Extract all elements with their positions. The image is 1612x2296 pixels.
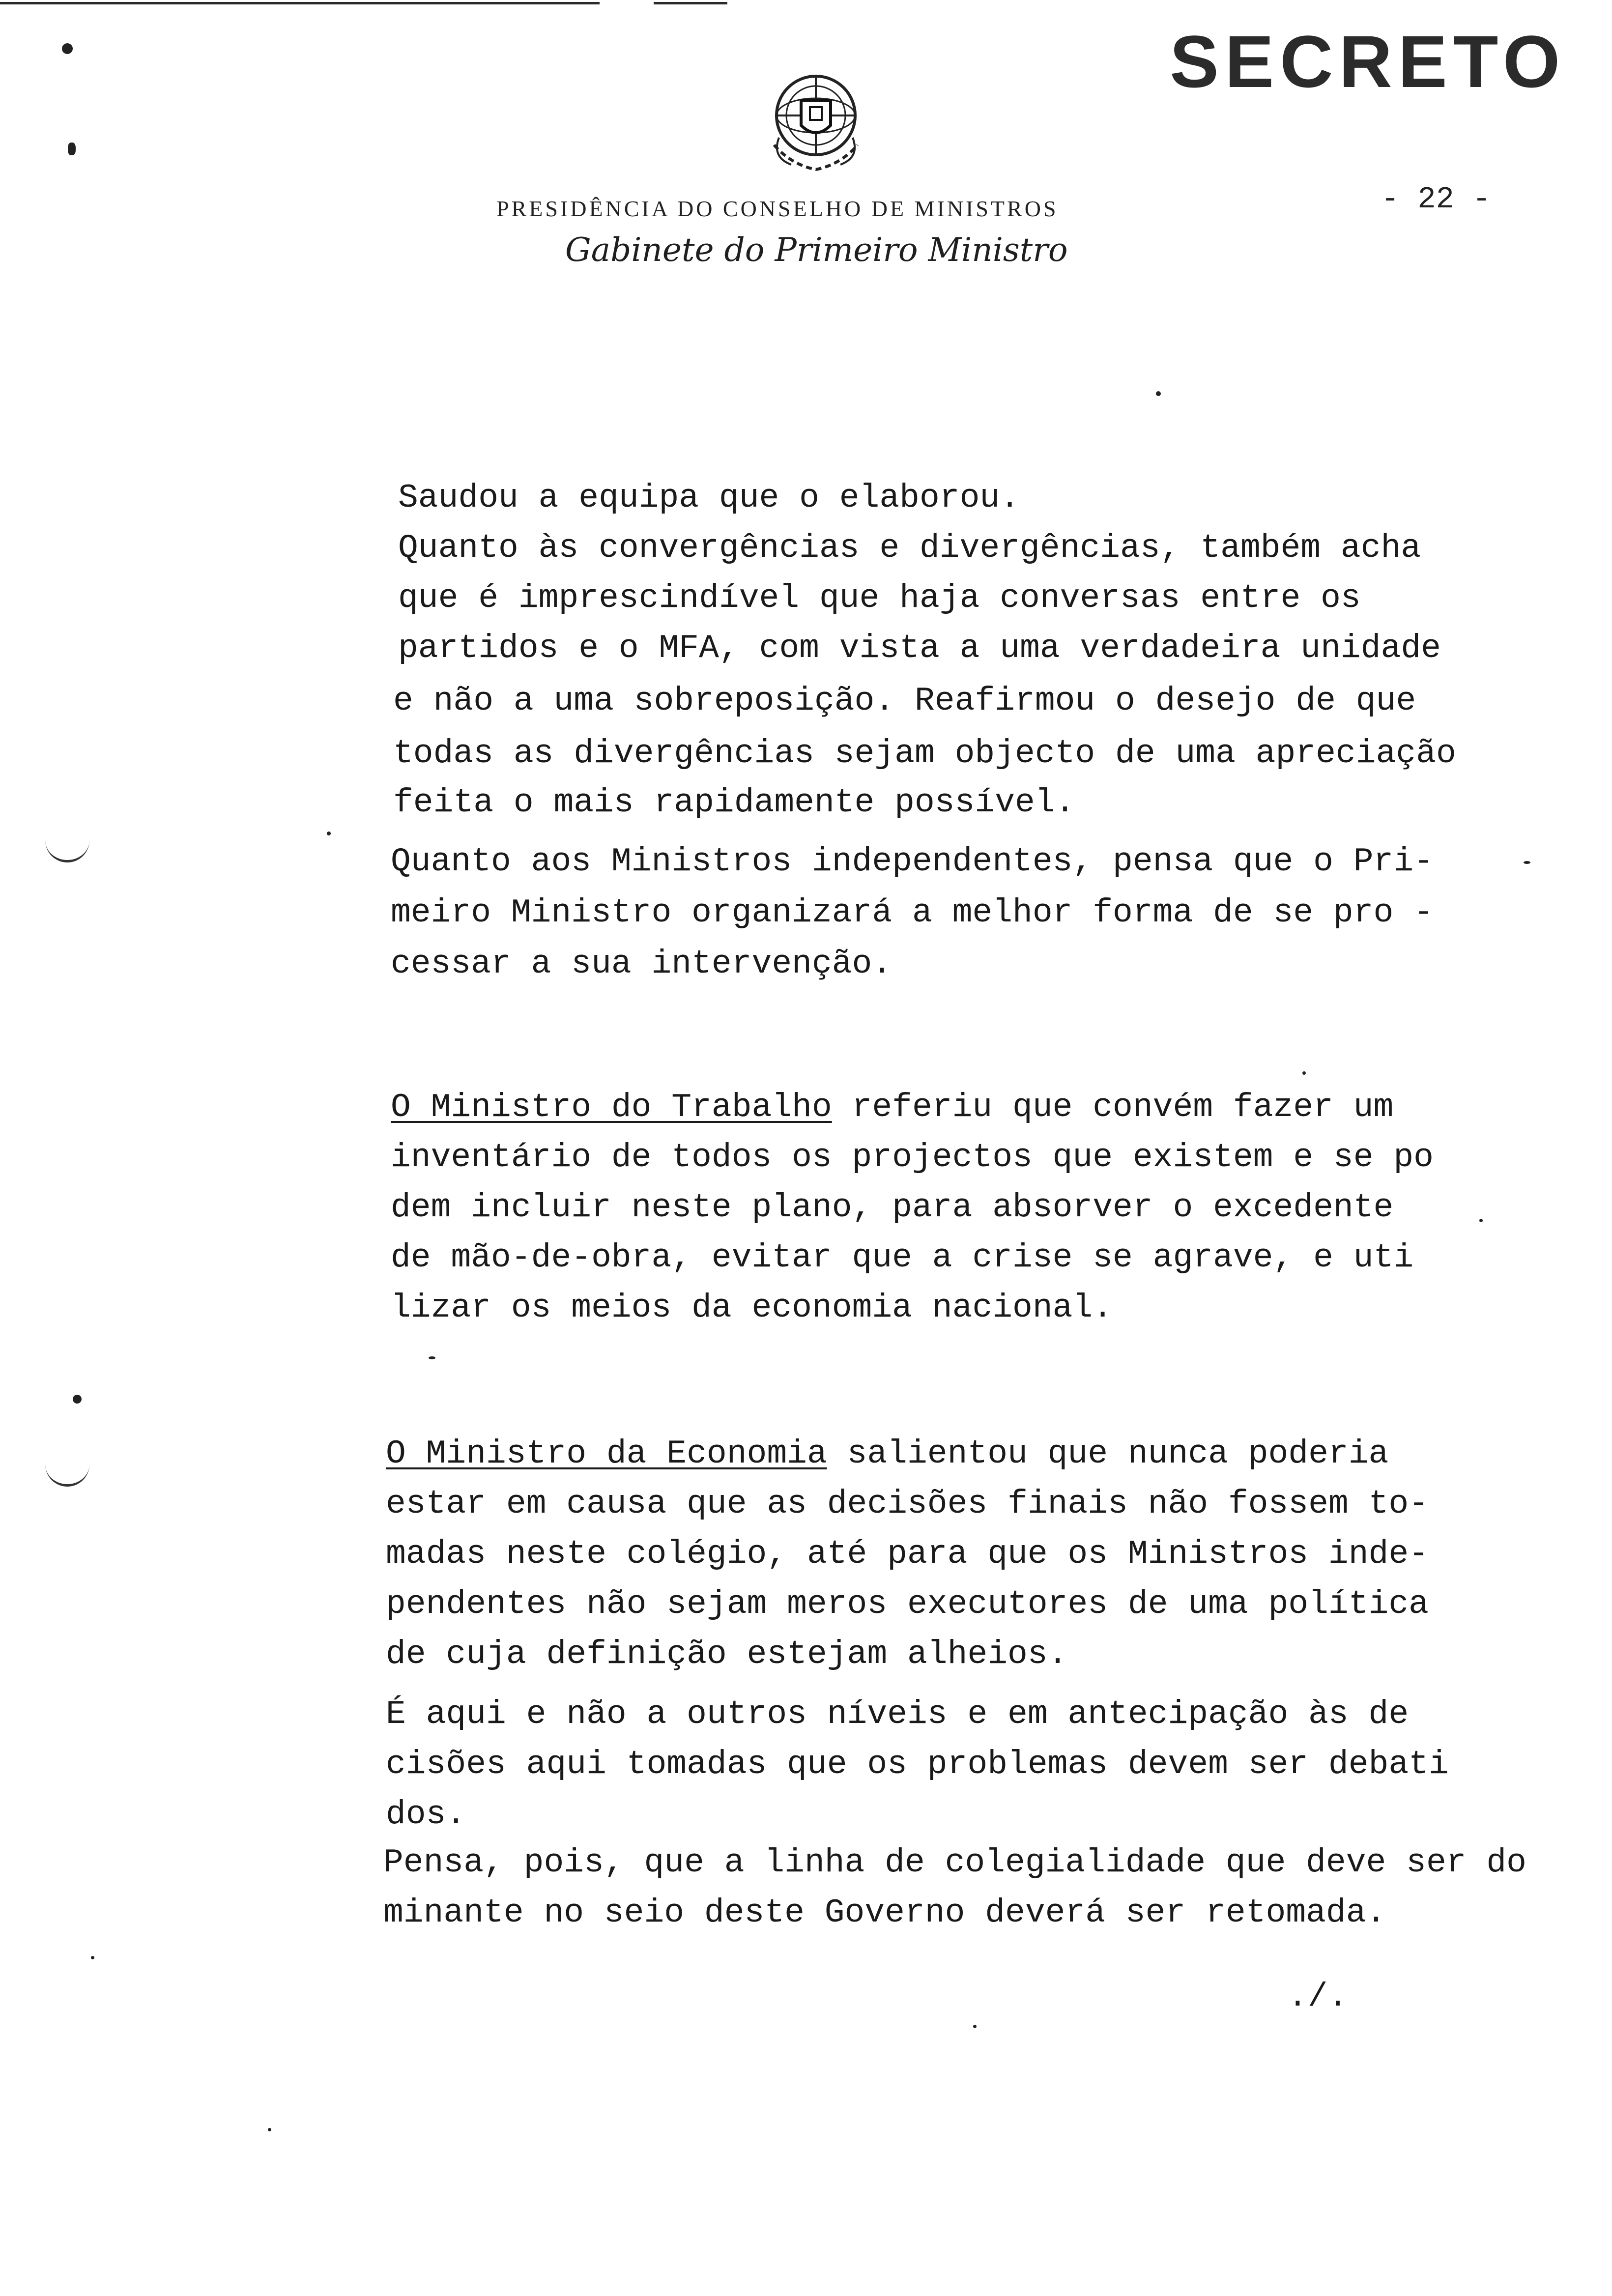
text-line: inventário de todos os projectos que existem e se po (391, 1139, 1434, 1177)
text-line (386, 1437, 1388, 1471)
text-segment: referiu que convém fazer um (832, 1089, 1394, 1126)
top-rule-line (0, 2, 600, 4)
text-line: dem incluir neste plano, para absorver o excedente (391, 1189, 1394, 1227)
margin-speck (62, 43, 73, 54)
text-line: lizar os meios da economia nacional. (391, 1289, 1113, 1327)
margin-speck (327, 832, 331, 835)
text-line: madas neste colégio, até para que os Ministros inde- (386, 1535, 1429, 1573)
text-line: estar em causa que as decisões finais não fossem to- (386, 1485, 1429, 1523)
text-line: e não a uma sobreposição. Reafirmou o desejo de que (393, 682, 1416, 720)
speaker-economy-minister: O Ministro da Economia (386, 1435, 827, 1473)
margin-speck (91, 1956, 94, 1959)
text-line: Pensa, pois, que a linha de colegialidade que deve ser do (383, 1844, 1526, 1882)
margin-speck (1524, 861, 1530, 864)
text-line: feita o mais rapidamente possível. (393, 784, 1075, 822)
text-segment: salientou que nunca poderia (827, 1435, 1389, 1473)
text-line: meiro Ministro organizará a melhor forma de se pro - (391, 894, 1434, 932)
text-line: Saudou a equipa que o elaborou. (398, 479, 1020, 517)
page-number: - 22 - (1381, 182, 1491, 217)
text-line: de mão-de-obra, evitar que a crise se agrave, e uti (391, 1239, 1414, 1277)
text-line: que é imprescindível que haja conversas entre os (398, 579, 1361, 617)
text-line: de cuja definição estejam alheios. (386, 1636, 1068, 1673)
text-line (391, 1091, 1393, 1124)
top-rule-line (654, 2, 727, 4)
text-line: dos. (386, 1796, 466, 1834)
margin-speck (1156, 391, 1161, 396)
text-line: cessar a sua intervenção. (391, 945, 892, 983)
continuation-mark: ./. (1288, 1978, 1348, 2016)
office-title: PRESIDÊNCIA DO CONSELHO DE MINISTROS (496, 196, 1059, 221)
margin-speck (73, 1395, 82, 1404)
secret-stamp: SECRETO (1170, 20, 1566, 103)
margin-speck (268, 2128, 271, 2131)
margin-curve-mark (45, 840, 89, 862)
text-line: pendentes não sejam meros executores de uma política (386, 1585, 1429, 1623)
margin-curve-mark (45, 1464, 89, 1487)
text-line: minante no seio deste Governo deverá ser retomada. (383, 1894, 1386, 1932)
margin-speck (429, 1356, 435, 1359)
text-line: Quanto aos Ministros independentes, pensa que o Pri- (391, 843, 1434, 881)
text-line: todas as divergências sejam objecto de uma apreciação (393, 735, 1456, 773)
office-subtitle: Gabinete do Primeiro Ministro (565, 231, 1068, 269)
margin-speck (1479, 1219, 1483, 1222)
coat-of-arms-emblem-icon (752, 59, 880, 187)
margin-speck (1302, 1071, 1306, 1075)
text-line: partidos e o MFA, com vista a uma verdadeira unidade (398, 630, 1441, 667)
margin-speck (973, 2025, 977, 2028)
text-line: É aqui e não a outros níveis e em antecipação às de (386, 1695, 1409, 1733)
margin-speck (68, 143, 76, 155)
speaker-labor-minister: O Ministro do Trabalho (391, 1089, 832, 1126)
text-line: Quanto às convergências e divergências, também acha (398, 529, 1421, 567)
text-line: cisões aqui tomadas que os problemas devem ser debati (386, 1746, 1449, 1783)
